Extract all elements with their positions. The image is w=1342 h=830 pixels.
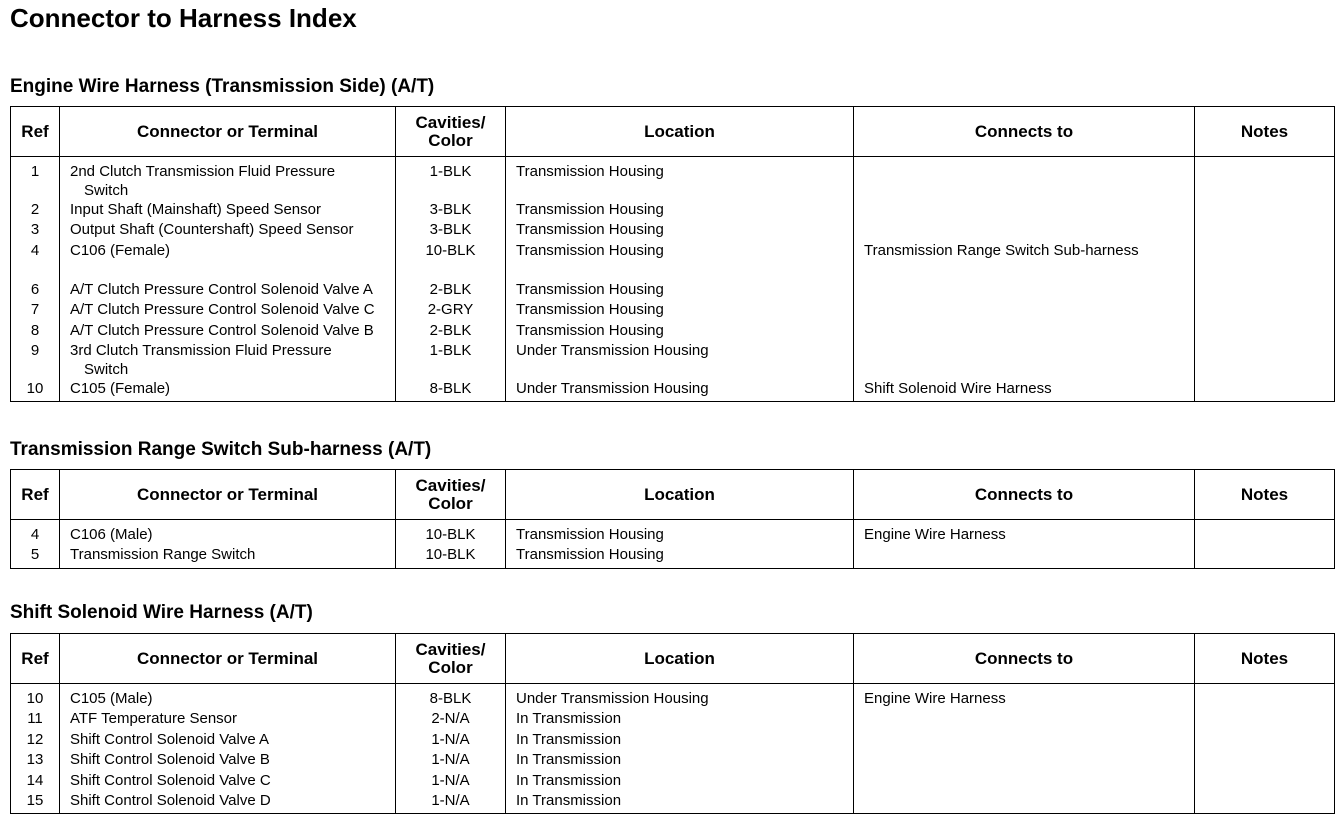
connector-name-cont: Switch [84, 360, 129, 378]
cell-connects-to [854, 220, 1195, 240]
table-row [11, 730, 1335, 750]
cell-connector [60, 684, 396, 710]
connector-name: 2nd Clutch Transmission Fluid Pressure [70, 163, 336, 180]
header-ref: Ref [11, 634, 60, 684]
cell-cavities: 1-N/A [396, 771, 506, 791]
connector-name: Shift Control Solenoid Valve A [70, 730, 270, 748]
cell-notes [1195, 520, 1335, 546]
connector-name: Shift Control Solenoid Valve C [70, 771, 271, 789]
header-connector: Connector or Terminal [60, 470, 396, 520]
connector-name: 3rd Clutch Transmission Fluid Pressure [70, 341, 332, 359]
header-connects-to: Connects to [854, 470, 1195, 520]
cell-location: Under Transmission Housing [506, 379, 854, 402]
harness-table [10, 633, 1335, 814]
cell-location: Transmission Housing [506, 520, 854, 546]
cell-location: In Transmission [506, 771, 854, 791]
cell-cavities: 3-BLK [396, 220, 506, 240]
header-cavities: Cavities/ [415, 475, 486, 495]
header-ref: Ref [11, 107, 60, 157]
header-notes: Notes [1195, 470, 1335, 520]
table-row [11, 241, 1335, 280]
cell-ref: 10 [11, 379, 60, 402]
cell-connector [60, 379, 396, 402]
cell-connects-to [854, 157, 1195, 201]
cell-notes [1195, 300, 1335, 320]
cell-connector [60, 220, 396, 240]
cell-ref: 6 [11, 280, 60, 300]
connector-name: Shift Control Solenoid Valve D [70, 791, 271, 809]
cell-ref: 13 [11, 750, 60, 770]
cell-cavities: 2-BLK [396, 321, 506, 341]
cell-connector [60, 280, 396, 300]
connector-name: C105 (Female) [70, 379, 171, 397]
cell-notes [1195, 280, 1335, 300]
table-row [11, 379, 1335, 402]
cell-connects-to [854, 300, 1195, 320]
table-row [11, 321, 1335, 341]
cell-notes [1195, 684, 1335, 710]
cell-cavities: 2-BLK [396, 280, 506, 300]
cell-connects-to [854, 341, 1195, 379]
header-ref: Ref [11, 470, 60, 520]
cell-cavities: 1-N/A [396, 730, 506, 750]
cell-connector [60, 709, 396, 729]
cell-connects-to [854, 750, 1195, 770]
cell-ref: 4 [11, 241, 60, 280]
cell-connector [60, 241, 396, 280]
harness-table [10, 106, 1335, 402]
cell-connector [60, 157, 396, 201]
table-row [11, 200, 1335, 220]
cell-cavities: 1-BLK [396, 341, 506, 379]
cell-location: In Transmission [506, 709, 854, 729]
section-title: Transmission Range Switch Sub-harness (A/T) [10, 439, 432, 460]
cell-location: Transmission Housing [506, 545, 854, 568]
connector-name: Transmission Range Switch [70, 546, 256, 564]
cell-cavities: 8-BLK [396, 379, 506, 402]
cell-notes [1195, 750, 1335, 770]
section-title: Engine Wire Harness (Transmission Side) (A/T) [10, 76, 435, 97]
table-row [11, 684, 1335, 710]
cell-ref: 15 [11, 791, 60, 814]
cell-notes [1195, 200, 1335, 220]
cell-location: In Transmission [506, 750, 854, 770]
cell-location: Under Transmission Housing [506, 341, 854, 379]
cell-cavities: 10-BLK [396, 545, 506, 568]
cell-ref: 3 [11, 220, 60, 240]
cell-connects-to: Shift Solenoid Wire Harness [854, 379, 1195, 402]
cell-connector [60, 300, 396, 320]
header-color: Color [428, 130, 473, 150]
cell-connects-to [854, 771, 1195, 791]
cell-connects-to [854, 545, 1195, 568]
table-row [11, 220, 1335, 240]
cell-ref: 8 [11, 321, 60, 341]
header-location: Location [506, 634, 854, 684]
cell-location: In Transmission [506, 730, 854, 750]
header-connects-to: Connects to [854, 107, 1195, 157]
cell-location: Under Transmission Housing [506, 684, 854, 710]
cell-connects-to: Engine Wire Harness [854, 520, 1195, 546]
cell-cavities: 10-BLK [396, 241, 506, 280]
table-row [11, 709, 1335, 729]
table-row [11, 300, 1335, 320]
cell-cavities: 8-BLK [396, 684, 506, 710]
connector-name: A/T Clutch Pressure Control Solenoid Valve A [70, 280, 373, 298]
cell-notes [1195, 341, 1335, 379]
cell-location: Transmission Housing [506, 300, 854, 320]
cell-ref: 9 [11, 341, 60, 379]
cell-notes [1195, 771, 1335, 791]
connector-name-cont: Switch [84, 182, 129, 199]
connector-name: Output Shaft (Countershaft) Speed Sensor [70, 221, 354, 239]
cell-location: Transmission Housing [506, 321, 854, 341]
cell-location: Transmission Housing [506, 157, 854, 201]
header-notes: Notes [1195, 107, 1335, 157]
cell-notes [1195, 545, 1335, 568]
table-row [11, 771, 1335, 791]
cell-ref: 14 [11, 771, 60, 791]
table-row [11, 791, 1335, 814]
cell-cavities: 10-BLK [396, 520, 506, 546]
cell-connector [60, 730, 396, 750]
cell-cavities: 1-N/A [396, 791, 506, 814]
connector-name: A/T Clutch Pressure Control Solenoid Valve C [70, 301, 375, 319]
connector-name: C105 (Male) [70, 690, 153, 707]
cell-notes [1195, 730, 1335, 750]
connector-name: Shift Control Solenoid Valve B [70, 751, 270, 769]
header-cavities-color [396, 634, 506, 684]
cell-location: Transmission Housing [506, 241, 854, 280]
cell-connects-to [854, 280, 1195, 300]
cell-connector [60, 200, 396, 220]
cell-ref: 1 [11, 157, 60, 201]
cell-connects-to [854, 730, 1195, 750]
cell-cavities: 2-N/A [396, 709, 506, 729]
cell-connects-to [854, 709, 1195, 729]
cell-notes [1195, 791, 1335, 814]
header-notes: Notes [1195, 634, 1335, 684]
header-color: Color [428, 657, 473, 677]
table-row [11, 157, 1335, 201]
header-color: Color [428, 493, 473, 513]
connector-name: C106 (Male) [70, 526, 153, 543]
header-cavities-color [396, 470, 506, 520]
cell-connects-to [854, 200, 1195, 220]
cell-cavities: 1-BLK [396, 157, 506, 201]
connector-name: Input Shaft (Mainshaft) Speed Sensor [70, 201, 321, 218]
cell-notes [1195, 157, 1335, 201]
cell-connector [60, 520, 396, 546]
cell-connects-to: Transmission Range Switch Sub-harness [854, 241, 1195, 280]
cell-connects-to [854, 321, 1195, 341]
cell-notes [1195, 220, 1335, 240]
header-cavities-color [396, 107, 506, 157]
header-connector: Connector or Terminal [60, 634, 396, 684]
cell-connector [60, 545, 396, 568]
cell-connects-to [854, 791, 1195, 814]
cell-notes [1195, 379, 1335, 402]
cell-connects-to: Engine Wire Harness [854, 684, 1195, 710]
cell-ref: 11 [11, 709, 60, 729]
header-connector: Connector or Terminal [60, 107, 396, 157]
table-row [11, 520, 1335, 546]
cell-cavities: 2-GRY [396, 300, 506, 320]
header-cavities: Cavities/ [415, 639, 486, 659]
cell-location: Transmission Housing [506, 280, 854, 300]
table-row [11, 750, 1335, 770]
page-title: Connector to Harness Index [10, 3, 357, 33]
cell-ref: 5 [11, 545, 60, 568]
cell-ref: 12 [11, 730, 60, 750]
cell-connector [60, 791, 396, 814]
cell-ref: 10 [11, 684, 60, 710]
header-location: Location [506, 107, 854, 157]
connector-name: ATF Temperature Sensor [70, 710, 238, 728]
header-location: Location [506, 470, 854, 520]
cell-location: Transmission Housing [506, 220, 854, 240]
table-row [11, 280, 1335, 300]
cell-ref: 2 [11, 200, 60, 220]
cell-connector [60, 750, 396, 770]
harness-table [10, 469, 1335, 569]
cell-notes [1195, 241, 1335, 280]
cell-connector [60, 341, 396, 379]
cell-ref: 4 [11, 520, 60, 546]
cell-notes [1195, 709, 1335, 729]
cell-ref: 7 [11, 300, 60, 320]
connector-name: C106 (Female) [70, 241, 171, 259]
table-row [11, 545, 1335, 568]
cell-connector [60, 771, 396, 791]
cell-cavities: 1-N/A [396, 750, 506, 770]
table-row [11, 341, 1335, 379]
cell-connector [60, 321, 396, 341]
connector-name: A/T Clutch Pressure Control Solenoid Valve B [70, 321, 374, 339]
section-title: Shift Solenoid Wire Harness (A/T) [10, 602, 313, 623]
cell-location: In Transmission [506, 791, 854, 814]
header-connects-to: Connects to [854, 634, 1195, 684]
cell-location: Transmission Housing [506, 200, 854, 220]
cell-notes [1195, 321, 1335, 341]
cell-cavities: 3-BLK [396, 200, 506, 220]
header-cavities: Cavities/ [415, 112, 486, 132]
